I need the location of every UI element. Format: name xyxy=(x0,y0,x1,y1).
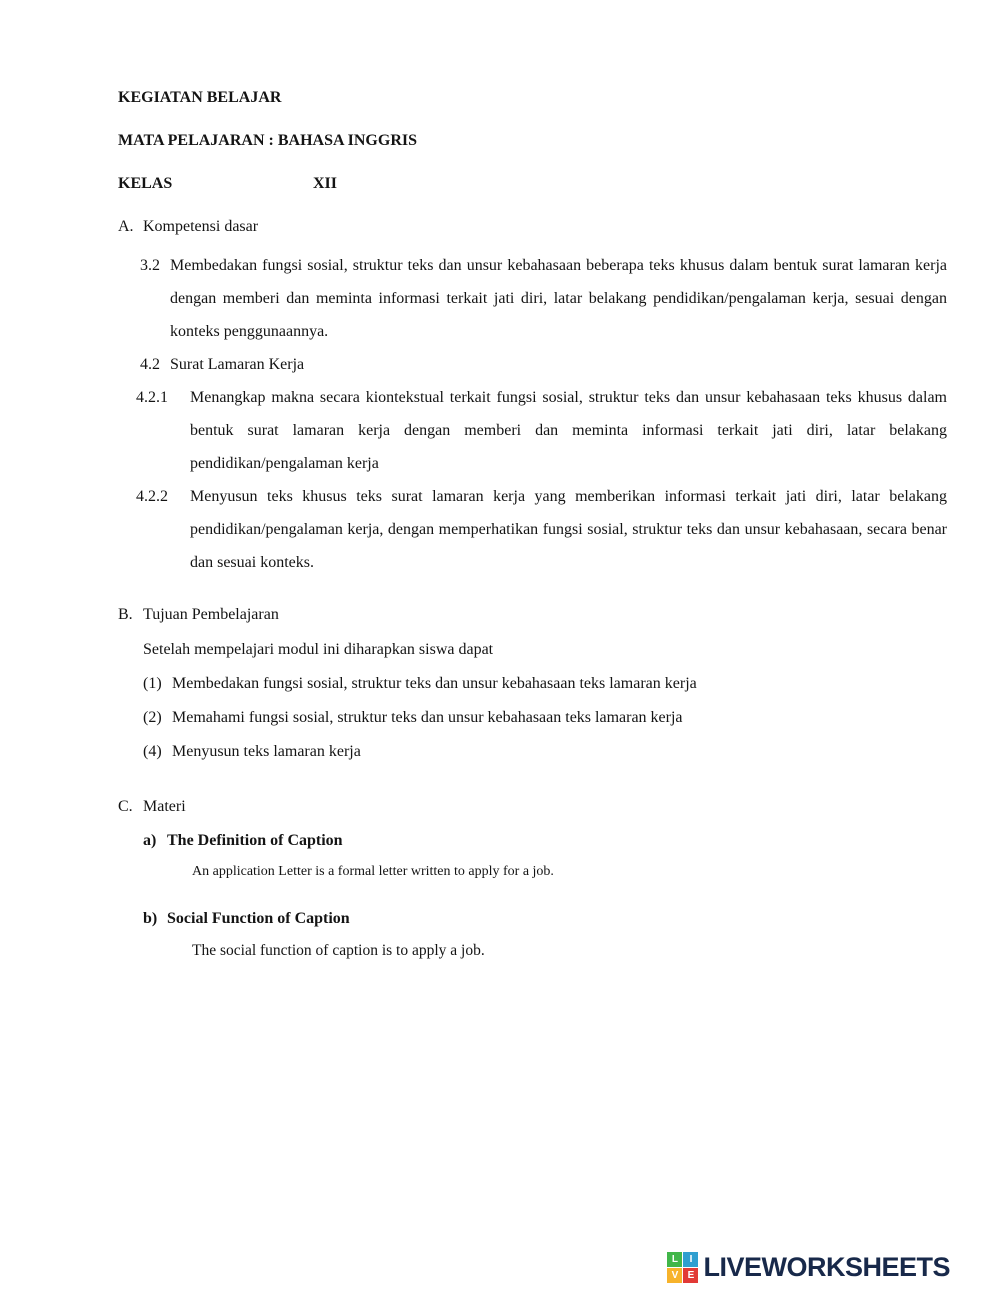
materi-body-text: An application Letter is a formal letter written to apply for a job. xyxy=(192,864,554,879)
liveworksheets-icon xyxy=(667,1252,698,1283)
section-c-title-text: Materi xyxy=(143,798,186,815)
materi-subheading xyxy=(143,909,947,929)
materi-subsection xyxy=(143,831,947,881)
logo-square-l: L xyxy=(667,1252,682,1267)
objective-item xyxy=(143,667,947,701)
materi-subsection xyxy=(143,909,947,961)
objective-item-text: Menyusun teks lamaran kerja xyxy=(172,743,361,760)
competency-item-number: 3.2 xyxy=(140,257,160,274)
doc-title-kegiatan-belajar: KEGIATAN BELAJAR xyxy=(118,89,282,106)
section-a-title-text: Kompetensi dasar xyxy=(143,218,259,235)
section-c-title xyxy=(118,797,947,817)
section-b-title-text: Tujuan Pembelajaran xyxy=(143,606,279,623)
section-a-label: A. xyxy=(118,218,134,235)
logo-square-e: E xyxy=(683,1268,698,1283)
objective-item-text: Memahami fungsi sosial, struktur teks dan unsur kebahasaan teks lamaran kerja xyxy=(172,709,683,726)
objective-item-number: (4) xyxy=(143,743,162,760)
objective-item xyxy=(143,701,947,735)
materi-subheading-label: a) xyxy=(143,832,157,849)
objective-item-text: Membedakan fungsi sosial, struktur teks dan unsur kebahasaan teks lamaran kerja xyxy=(172,675,697,692)
section-kompetensi-dasar xyxy=(118,217,947,579)
section-b-title xyxy=(118,605,947,625)
materi-subheading-text: The Definition of Caption xyxy=(167,832,343,849)
competency-item xyxy=(140,348,947,381)
kelas-value: XII xyxy=(313,175,338,192)
competency-item-text: Menangkap makna secara kiontekstual terkait fungsi sosial, struktur teks dan unsur kebahasaan teks khusus dalam bentuk surat lamaran kerja dengan memberi dan meminta informasi terkait jati diri, latar belakang pendidikan/pengalaman kerja xyxy=(190,389,947,472)
competency-item-text: Surat Lamaran Kerja xyxy=(170,356,305,373)
doc-title-kelas xyxy=(118,174,947,194)
competency-item xyxy=(136,480,947,579)
materi-subheading xyxy=(143,831,947,851)
section-materi xyxy=(118,797,947,961)
objective-item-number: (2) xyxy=(143,709,162,726)
section-a-title xyxy=(118,217,947,237)
section-b-intro: Setelah mempelajari modul ini diharapkan siswa dapat xyxy=(143,641,494,658)
competency-item xyxy=(140,249,947,348)
doc-title-mata-pelajaran: MATA PELAJARAN : BAHASA INGGRIS xyxy=(118,132,417,149)
liveworksheets-logo[interactable] xyxy=(667,1252,950,1283)
section-c-label: C. xyxy=(118,798,133,815)
section-tujuan-pembelajaran xyxy=(118,605,947,769)
kelas-label: KELAS xyxy=(118,175,173,192)
objective-item xyxy=(143,735,947,769)
logo-square-i: I xyxy=(683,1252,698,1267)
logo-square-v: V xyxy=(667,1268,682,1283)
materi-subheading-label: b) xyxy=(143,910,158,927)
competency-item-number: 4.2.2 xyxy=(136,488,168,505)
competency-item-number: 4.2.1 xyxy=(136,389,168,406)
materi-subheading-text: Social Function of Caption xyxy=(167,910,350,927)
materi-body-text: The social function of caption is to apply a job. xyxy=(192,942,485,959)
section-b-label: B. xyxy=(118,606,133,623)
competency-item-text: Membedakan fungsi sosial, struktur teks dan unsur kebahasaan beberapa teks khusus dalam bentuk surat lamaran kerja dengan memberi dan meminta informasi terkait jati diri, latar belakang pendidikan/pengalaman kerja, sesuai dengan konteks penggunaannya. xyxy=(170,257,947,340)
objective-item-number: (1) xyxy=(143,675,162,692)
competency-item-text: Menyusun teks khusus teks surat lamaran kerja yang memberikan informasi terkait jati diri, latar belakang pendidikan/pengalaman kerja, dengan memperhatikan fungsi sosial, struktur teks dan unsur kebahasaan, secara benar dan sesuai konteks. xyxy=(190,488,947,571)
liveworksheets-wordmark: LIVEWORKSHEETS xyxy=(703,1252,950,1282)
competency-item xyxy=(136,381,947,480)
competency-item-number: 4.2 xyxy=(140,356,160,373)
